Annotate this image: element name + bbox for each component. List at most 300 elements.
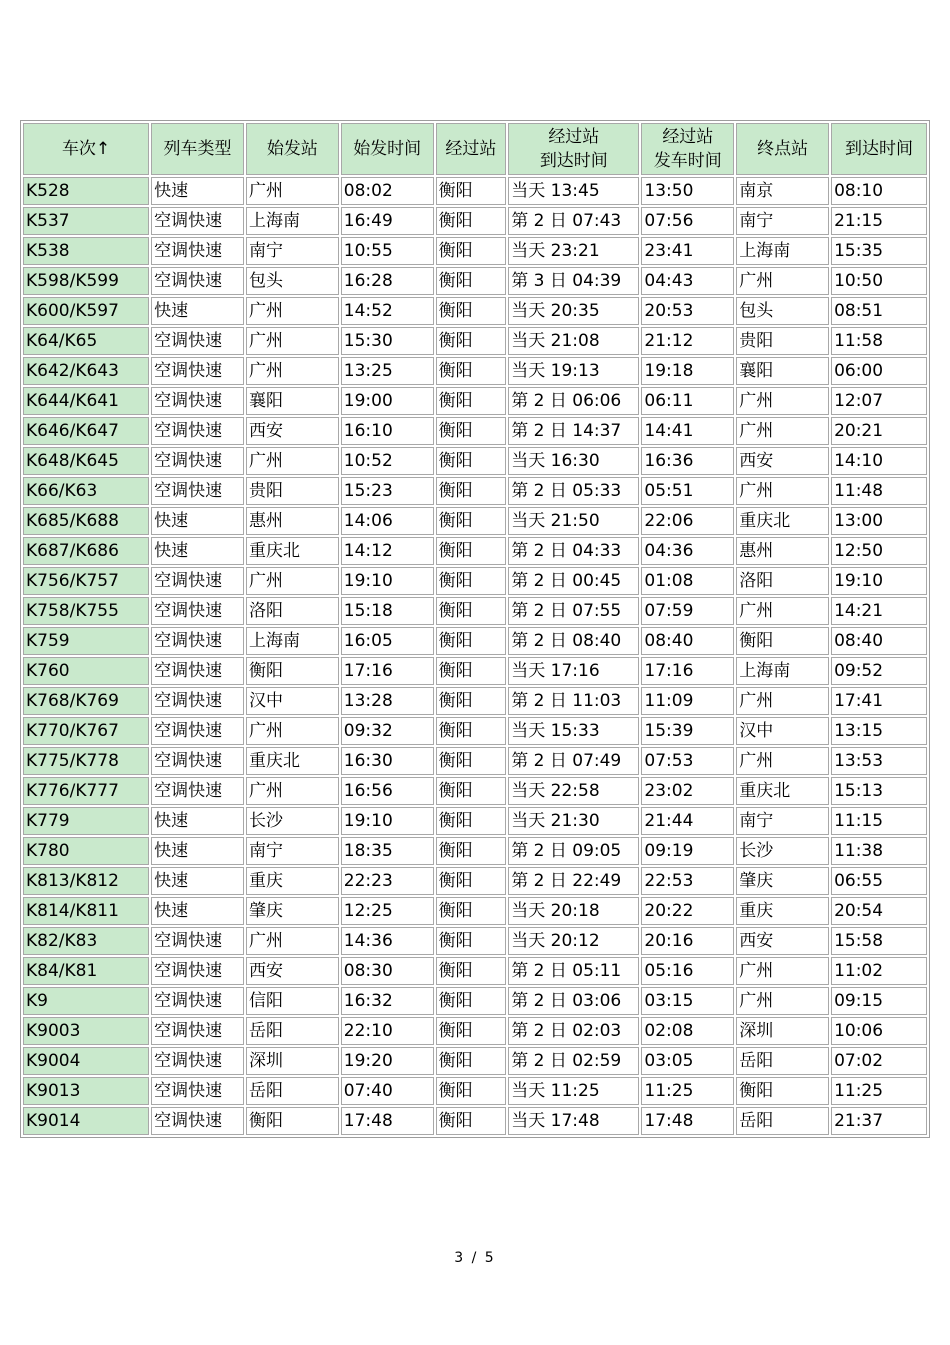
table-row xyxy=(23,1077,927,1105)
table-row xyxy=(23,1107,927,1135)
via-departure-time-cell: 19:18 xyxy=(641,357,734,385)
table-row xyxy=(23,327,927,355)
arrival-time-cell: 09:15 xyxy=(831,987,927,1015)
origin-station-cell: 重庆 xyxy=(246,867,339,895)
via-station-cell: 衡阳 xyxy=(436,897,507,925)
via-arrival-time-cell: 第 2 日 02:03 xyxy=(508,1017,639,1045)
terminal-station-cell: 广州 xyxy=(736,417,829,445)
origin-station-cell: 重庆北 xyxy=(246,747,339,775)
via-arrival-time-cell: 当天 21:08 xyxy=(508,327,639,355)
arrival-time-cell: 10:06 xyxy=(831,1017,927,1045)
via-station-cell: 衡阳 xyxy=(436,717,507,745)
table-row xyxy=(23,597,927,625)
table-row xyxy=(23,537,927,565)
train-type-cell: 快速 xyxy=(151,177,244,205)
origin-station-cell: 肇庆 xyxy=(246,897,339,925)
departure-time-cell: 16:32 xyxy=(341,987,434,1015)
via-departure-time-cell: 08:40 xyxy=(641,627,734,655)
train-number-cell: K759 xyxy=(23,627,149,655)
via-station-cell: 衡阳 xyxy=(436,1047,507,1075)
origin-station-cell: 南宁 xyxy=(246,837,339,865)
departure-time-cell: 07:40 xyxy=(341,1077,434,1105)
table-header-row xyxy=(23,123,927,175)
via-departure-time-cell: 03:05 xyxy=(641,1047,734,1075)
via-departure-time-cell: 06:11 xyxy=(641,387,734,415)
table-row xyxy=(23,777,927,805)
column-header-departure-time: 始发时间 xyxy=(341,123,434,175)
origin-station-cell: 长沙 xyxy=(246,807,339,835)
departure-time-cell: 16:28 xyxy=(341,267,434,295)
train-type-cell: 空调快速 xyxy=(151,567,244,595)
table-row xyxy=(23,177,927,205)
train-type-cell: 快速 xyxy=(151,807,244,835)
arrival-time-cell: 17:41 xyxy=(831,687,927,715)
via-departure-time-cell: 11:09 xyxy=(641,687,734,715)
terminal-station-cell: 重庆北 xyxy=(736,507,829,535)
table-row xyxy=(23,687,927,715)
terminal-station-cell: 广州 xyxy=(736,267,829,295)
departure-time-cell: 16:56 xyxy=(341,777,434,805)
arrival-time-cell: 20:54 xyxy=(831,897,927,925)
train-type-cell: 空调快速 xyxy=(151,417,244,445)
train-type-cell: 空调快速 xyxy=(151,717,244,745)
train-number-cell: K646/K647 xyxy=(23,417,149,445)
train-type-cell: 空调快速 xyxy=(151,1107,244,1135)
via-arrival-time-cell: 第 2 日 07:43 xyxy=(508,207,639,235)
via-station-cell: 衡阳 xyxy=(436,537,507,565)
table-row xyxy=(23,477,927,505)
terminal-station-cell: 衡阳 xyxy=(736,1077,829,1105)
departure-time-cell: 18:35 xyxy=(341,837,434,865)
table-row xyxy=(23,657,927,685)
train-type-cell: 空调快速 xyxy=(151,987,244,1015)
arrival-time-cell: 14:10 xyxy=(831,447,927,475)
via-station-cell: 衡阳 xyxy=(436,837,507,865)
arrival-time-cell: 08:51 xyxy=(831,297,927,325)
via-departure-time-cell: 16:36 xyxy=(641,447,734,475)
departure-time-cell: 14:06 xyxy=(341,507,434,535)
table-row xyxy=(23,567,927,595)
train-timetable xyxy=(20,120,930,1138)
origin-station-cell: 上海南 xyxy=(246,627,339,655)
via-departure-time-cell: 20:53 xyxy=(641,297,734,325)
arrival-time-cell: 13:15 xyxy=(831,717,927,745)
train-type-cell: 空调快速 xyxy=(151,1017,244,1045)
terminal-station-cell: 贵阳 xyxy=(736,327,829,355)
table-row xyxy=(23,957,927,985)
via-departure-time-cell: 02:08 xyxy=(641,1017,734,1045)
via-departure-time-cell: 09:19 xyxy=(641,837,734,865)
terminal-station-cell: 包头 xyxy=(736,297,829,325)
arrival-time-cell: 11:25 xyxy=(831,1077,927,1105)
via-station-cell: 衡阳 xyxy=(436,987,507,1015)
terminal-station-cell: 深圳 xyxy=(736,1017,829,1045)
train-number-cell: K9004 xyxy=(23,1047,149,1075)
train-number-cell: K84/K81 xyxy=(23,957,149,985)
train-number-cell: K82/K83 xyxy=(23,927,149,955)
train-type-cell: 空调快速 xyxy=(151,927,244,955)
via-arrival-time-cell: 第 2 日 08:40 xyxy=(508,627,639,655)
terminal-station-cell: 广州 xyxy=(736,477,829,505)
column-header-train-number[interactable]: 车次↑ xyxy=(23,123,149,175)
departure-time-cell: 16:49 xyxy=(341,207,434,235)
train-type-cell: 空调快速 xyxy=(151,597,244,625)
table-body xyxy=(23,177,927,1135)
table-row xyxy=(23,987,927,1015)
terminal-station-cell: 广州 xyxy=(736,957,829,985)
arrival-time-cell: 11:48 xyxy=(831,477,927,505)
via-station-cell: 衡阳 xyxy=(436,297,507,325)
arrival-time-cell: 20:21 xyxy=(831,417,927,445)
via-arrival-time-cell: 第 2 日 03:06 xyxy=(508,987,639,1015)
train-number-cell: K644/K641 xyxy=(23,387,149,415)
via-station-cell: 衡阳 xyxy=(436,177,507,205)
terminal-station-cell: 南宁 xyxy=(736,207,829,235)
via-arrival-time-cell: 当天 17:48 xyxy=(508,1107,639,1135)
via-station-cell: 衡阳 xyxy=(436,507,507,535)
train-number-cell: K814/K811 xyxy=(23,897,149,925)
via-station-cell: 衡阳 xyxy=(436,747,507,775)
via-station-cell: 衡阳 xyxy=(436,777,507,805)
train-number-cell: K760 xyxy=(23,657,149,685)
via-departure-time-cell: 01:08 xyxy=(641,567,734,595)
via-arrival-time-cell: 第 2 日 05:33 xyxy=(508,477,639,505)
terminal-station-cell: 广州 xyxy=(736,597,829,625)
arrival-time-cell: 11:38 xyxy=(831,837,927,865)
departure-time-cell: 09:32 xyxy=(341,717,434,745)
arrival-time-cell: 15:58 xyxy=(831,927,927,955)
train-number-cell: K66/K63 xyxy=(23,477,149,505)
via-station-cell: 衡阳 xyxy=(436,417,507,445)
via-departure-time-cell: 23:02 xyxy=(641,777,734,805)
terminal-station-cell: 广州 xyxy=(736,387,829,415)
train-number-cell: K780 xyxy=(23,837,149,865)
via-arrival-time-cell: 当天 16:30 xyxy=(508,447,639,475)
train-number-cell: K538 xyxy=(23,237,149,265)
via-station-cell: 衡阳 xyxy=(436,1017,507,1045)
via-departure-time-cell: 22:06 xyxy=(641,507,734,535)
train-number-cell: K775/K778 xyxy=(23,747,149,775)
train-type-cell: 空调快速 xyxy=(151,237,244,265)
terminal-station-cell: 广州 xyxy=(736,747,829,775)
departure-time-cell: 19:20 xyxy=(341,1047,434,1075)
departure-time-cell: 15:30 xyxy=(341,327,434,355)
arrival-time-cell: 13:00 xyxy=(831,507,927,535)
departure-time-cell: 10:52 xyxy=(341,447,434,475)
via-station-cell: 衡阳 xyxy=(436,327,507,355)
terminal-station-cell: 广州 xyxy=(736,687,829,715)
via-station-cell: 衡阳 xyxy=(436,267,507,295)
origin-station-cell: 广州 xyxy=(246,357,339,385)
origin-station-cell: 襄阳 xyxy=(246,387,339,415)
train-type-cell: 空调快速 xyxy=(151,777,244,805)
arrival-time-cell: 12:07 xyxy=(831,387,927,415)
origin-station-cell: 上海南 xyxy=(246,207,339,235)
via-station-cell: 衡阳 xyxy=(436,1107,507,1135)
train-number-cell: K756/K757 xyxy=(23,567,149,595)
via-arrival-time-cell: 当天 19:13 xyxy=(508,357,639,385)
departure-time-cell: 19:10 xyxy=(341,807,434,835)
table-row xyxy=(23,417,927,445)
via-arrival-time-cell: 当天 13:45 xyxy=(508,177,639,205)
departure-time-cell: 17:48 xyxy=(341,1107,434,1135)
via-arrival-time-cell: 当天 23:21 xyxy=(508,237,639,265)
origin-station-cell: 洛阳 xyxy=(246,597,339,625)
departure-time-cell: 14:12 xyxy=(341,537,434,565)
origin-station-cell: 包头 xyxy=(246,267,339,295)
origin-station-cell: 广州 xyxy=(246,567,339,595)
train-number-cell: K528 xyxy=(23,177,149,205)
terminal-station-cell: 南京 xyxy=(736,177,829,205)
table-row xyxy=(23,927,927,955)
origin-station-cell: 广州 xyxy=(246,717,339,745)
train-type-cell: 空调快速 xyxy=(151,327,244,355)
train-number-cell: K600/K597 xyxy=(23,297,149,325)
origin-station-cell: 西安 xyxy=(246,417,339,445)
origin-station-cell: 广州 xyxy=(246,777,339,805)
via-station-cell: 衡阳 xyxy=(436,807,507,835)
via-arrival-time-cell: 第 2 日 02:59 xyxy=(508,1047,639,1075)
column-header-arrival-time: 到达时间 xyxy=(831,123,927,175)
train-number-cell: K598/K599 xyxy=(23,267,149,295)
via-departure-time-cell: 20:22 xyxy=(641,897,734,925)
via-station-cell: 衡阳 xyxy=(436,567,507,595)
arrival-time-cell: 07:02 xyxy=(831,1047,927,1075)
origin-station-cell: 衡阳 xyxy=(246,657,339,685)
column-header-via-arrival-time: 经过站 到达时间 xyxy=(508,123,639,175)
table-row xyxy=(23,747,927,775)
table-row xyxy=(23,237,927,265)
via-arrival-time-cell: 当天 20:35 xyxy=(508,297,639,325)
arrival-time-cell: 13:53 xyxy=(831,747,927,775)
table-row xyxy=(23,867,927,895)
origin-station-cell: 广州 xyxy=(246,447,339,475)
table-row xyxy=(23,387,927,415)
via-arrival-time-cell: 第 2 日 05:11 xyxy=(508,957,639,985)
terminal-station-cell: 襄阳 xyxy=(736,357,829,385)
train-number-cell: K768/K769 xyxy=(23,687,149,715)
terminal-station-cell: 衡阳 xyxy=(736,627,829,655)
departure-time-cell: 16:10 xyxy=(341,417,434,445)
origin-station-cell: 广州 xyxy=(246,927,339,955)
origin-station-cell: 广州 xyxy=(246,177,339,205)
via-arrival-time-cell: 第 2 日 04:33 xyxy=(508,537,639,565)
train-number-cell: K537 xyxy=(23,207,149,235)
via-arrival-time-cell: 第 2 日 22:49 xyxy=(508,867,639,895)
via-arrival-time-cell: 第 2 日 14:37 xyxy=(508,417,639,445)
arrival-time-cell: 12:50 xyxy=(831,537,927,565)
arrival-time-cell: 11:58 xyxy=(831,327,927,355)
via-departure-time-cell: 17:48 xyxy=(641,1107,734,1135)
origin-station-cell: 贵阳 xyxy=(246,477,339,505)
arrival-time-cell: 11:02 xyxy=(831,957,927,985)
origin-station-cell: 衡阳 xyxy=(246,1107,339,1135)
train-type-cell: 空调快速 xyxy=(151,387,244,415)
arrival-time-cell: 21:37 xyxy=(831,1107,927,1135)
arrival-time-cell: 10:50 xyxy=(831,267,927,295)
arrival-time-cell: 11:15 xyxy=(831,807,927,835)
via-departure-time-cell: 05:51 xyxy=(641,477,734,505)
via-arrival-time-cell: 当天 15:33 xyxy=(508,717,639,745)
column-header-origin-station: 始发站 xyxy=(246,123,339,175)
train-number-cell: K770/K767 xyxy=(23,717,149,745)
table-row xyxy=(23,357,927,385)
arrival-time-cell: 15:35 xyxy=(831,237,927,265)
arrival-time-cell: 06:00 xyxy=(831,357,927,385)
origin-station-cell: 重庆北 xyxy=(246,537,339,565)
train-type-cell: 快速 xyxy=(151,867,244,895)
terminal-station-cell: 重庆 xyxy=(736,897,829,925)
train-type-cell: 快速 xyxy=(151,897,244,925)
via-departure-time-cell: 22:53 xyxy=(641,867,734,895)
arrival-time-cell: 15:13 xyxy=(831,777,927,805)
via-departure-time-cell: 07:53 xyxy=(641,747,734,775)
via-station-cell: 衡阳 xyxy=(436,687,507,715)
train-type-cell: 空调快速 xyxy=(151,957,244,985)
departure-time-cell: 13:28 xyxy=(341,687,434,715)
train-number-cell: K9014 xyxy=(23,1107,149,1135)
departure-time-cell: 19:00 xyxy=(341,387,434,415)
origin-station-cell: 西安 xyxy=(246,957,339,985)
terminal-station-cell: 洛阳 xyxy=(736,567,829,595)
train-type-cell: 空调快速 xyxy=(151,627,244,655)
arrival-time-cell: 19:10 xyxy=(831,567,927,595)
train-number-cell: K9013 xyxy=(23,1077,149,1105)
table-row xyxy=(23,897,927,925)
column-header-train-type: 列车类型 xyxy=(151,123,244,175)
origin-station-cell: 广州 xyxy=(246,327,339,355)
departure-time-cell: 10:55 xyxy=(341,237,434,265)
via-arrival-time-cell: 当天 21:30 xyxy=(508,807,639,835)
terminal-station-cell: 西安 xyxy=(736,927,829,955)
origin-station-cell: 南宁 xyxy=(246,237,339,265)
via-station-cell: 衡阳 xyxy=(436,627,507,655)
train-type-cell: 快速 xyxy=(151,537,244,565)
train-type-cell: 空调快速 xyxy=(151,687,244,715)
via-station-cell: 衡阳 xyxy=(436,477,507,505)
train-type-cell: 空调快速 xyxy=(151,1047,244,1075)
departure-time-cell: 15:23 xyxy=(341,477,434,505)
via-station-cell: 衡阳 xyxy=(436,867,507,895)
train-number-cell: K642/K643 xyxy=(23,357,149,385)
origin-station-cell: 深圳 xyxy=(246,1047,339,1075)
train-type-cell: 空调快速 xyxy=(151,447,244,475)
column-header-via-station: 经过站 xyxy=(436,123,507,175)
terminal-station-cell: 岳阳 xyxy=(736,1107,829,1135)
departure-time-cell: 14:36 xyxy=(341,927,434,955)
departure-time-cell: 22:23 xyxy=(341,867,434,895)
via-departure-time-cell: 20:16 xyxy=(641,927,734,955)
via-departure-time-cell: 05:16 xyxy=(641,957,734,985)
via-arrival-time-cell: 当天 20:12 xyxy=(508,927,639,955)
via-arrival-time-cell: 第 3 日 04:39 xyxy=(508,267,639,295)
table-row xyxy=(23,717,927,745)
via-station-cell: 衡阳 xyxy=(436,597,507,625)
via-departure-time-cell: 14:41 xyxy=(641,417,734,445)
via-arrival-time-cell: 当天 21:50 xyxy=(508,507,639,535)
train-number-cell: K685/K688 xyxy=(23,507,149,535)
train-type-cell: 快速 xyxy=(151,837,244,865)
via-station-cell: 衡阳 xyxy=(436,957,507,985)
departure-time-cell: 16:30 xyxy=(341,747,434,775)
train-number-cell: K779 xyxy=(23,807,149,835)
via-arrival-time-cell: 第 2 日 06:06 xyxy=(508,387,639,415)
departure-time-cell: 08:30 xyxy=(341,957,434,985)
train-number-cell: K9 xyxy=(23,987,149,1015)
train-type-cell: 空调快速 xyxy=(151,1077,244,1105)
via-departure-time-cell: 23:41 xyxy=(641,237,734,265)
table-row xyxy=(23,297,927,325)
via-station-cell: 衡阳 xyxy=(436,927,507,955)
via-departure-time-cell: 21:44 xyxy=(641,807,734,835)
train-type-cell: 空调快速 xyxy=(151,267,244,295)
table-row xyxy=(23,507,927,535)
table-row xyxy=(23,807,927,835)
train-number-cell: K813/K812 xyxy=(23,867,149,895)
terminal-station-cell: 重庆北 xyxy=(736,777,829,805)
train-number-cell: K9003 xyxy=(23,1017,149,1045)
via-departure-time-cell: 04:43 xyxy=(641,267,734,295)
departure-time-cell: 12:25 xyxy=(341,897,434,925)
origin-station-cell: 惠州 xyxy=(246,507,339,535)
departure-time-cell: 19:10 xyxy=(341,567,434,595)
departure-time-cell: 22:10 xyxy=(341,1017,434,1045)
train-number-cell: K64/K65 xyxy=(23,327,149,355)
departure-time-cell: 17:16 xyxy=(341,657,434,685)
train-type-cell: 快速 xyxy=(151,507,244,535)
arrival-time-cell: 21:15 xyxy=(831,207,927,235)
via-arrival-time-cell: 第 2 日 07:49 xyxy=(508,747,639,775)
table-row xyxy=(23,627,927,655)
via-departure-time-cell: 04:36 xyxy=(641,537,734,565)
terminal-station-cell: 汉中 xyxy=(736,717,829,745)
table-row xyxy=(23,1017,927,1045)
train-type-cell: 快速 xyxy=(151,297,244,325)
origin-station-cell: 广州 xyxy=(246,297,339,325)
via-departure-time-cell: 03:15 xyxy=(641,987,734,1015)
origin-station-cell: 汉中 xyxy=(246,687,339,715)
table-row xyxy=(23,207,927,235)
table-row xyxy=(23,837,927,865)
via-station-cell: 衡阳 xyxy=(436,357,507,385)
terminal-station-cell: 长沙 xyxy=(736,837,829,865)
arrival-time-cell: 08:40 xyxy=(831,627,927,655)
terminal-station-cell: 南宁 xyxy=(736,807,829,835)
column-header-via-departure-time: 经过站 发车时间 xyxy=(641,123,734,175)
origin-station-cell: 信阳 xyxy=(246,987,339,1015)
train-number-cell: K776/K777 xyxy=(23,777,149,805)
train-number-cell: K648/K645 xyxy=(23,447,149,475)
via-arrival-time-cell: 第 2 日 07:55 xyxy=(508,597,639,625)
terminal-station-cell: 上海南 xyxy=(736,237,829,265)
origin-station-cell: 岳阳 xyxy=(246,1017,339,1045)
via-arrival-time-cell: 第 2 日 09:05 xyxy=(508,837,639,865)
departure-time-cell: 08:02 xyxy=(341,177,434,205)
arrival-time-cell: 14:21 xyxy=(831,597,927,625)
train-type-cell: 空调快速 xyxy=(151,747,244,775)
train-type-cell: 空调快速 xyxy=(151,357,244,385)
via-arrival-time-cell: 当天 22:58 xyxy=(508,777,639,805)
column-header-terminal-station: 终点站 xyxy=(736,123,829,175)
origin-station-cell: 岳阳 xyxy=(246,1077,339,1105)
via-arrival-time-cell: 第 2 日 11:03 xyxy=(508,687,639,715)
terminal-station-cell: 岳阳 xyxy=(736,1047,829,1075)
departure-time-cell: 14:52 xyxy=(341,297,434,325)
terminal-station-cell: 肇庆 xyxy=(736,867,829,895)
via-departure-time-cell: 15:39 xyxy=(641,717,734,745)
table-row xyxy=(23,447,927,475)
via-departure-time-cell: 07:59 xyxy=(641,597,734,625)
